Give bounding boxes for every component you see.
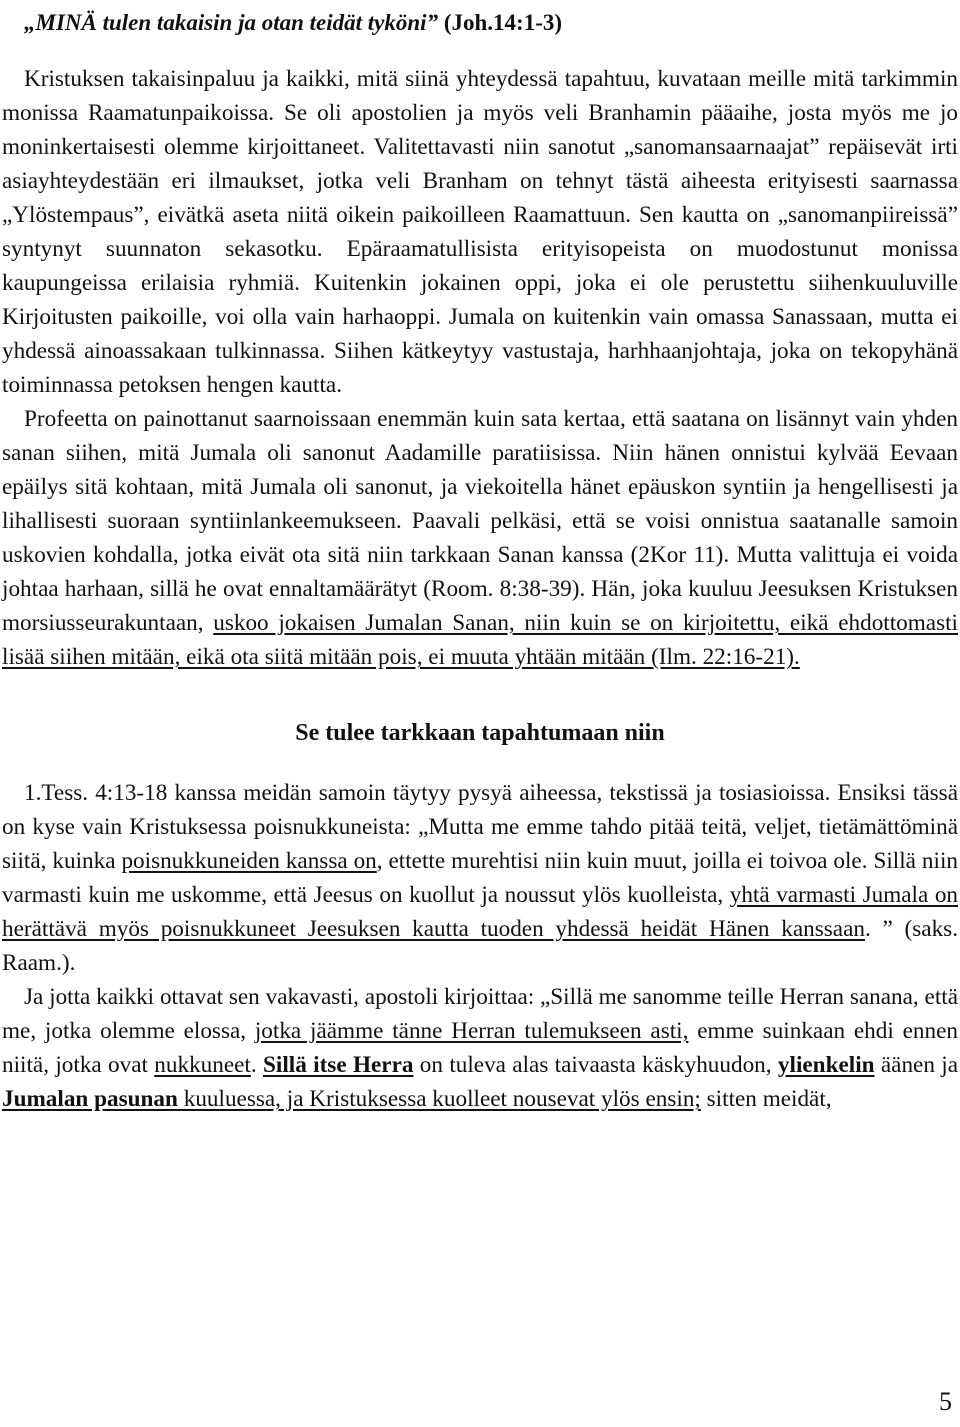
paragraph-tess bbox=[2, 776, 958, 980]
apostle-text-a: Ja jotta kaikki ottavat sen vakavasti, apostoli kirjoittaa: „Sillä me sanomme teille Herran sanana, että me, jotka olemme elossa, bbox=[2, 984, 958, 1044]
apostle-text-i: äänen ja bbox=[874, 1052, 958, 1078]
title-quote: „MINÄ tulen takaisin ja otan teidät tyköni” bbox=[24, 10, 439, 35]
tess-text-e: . ” (saks. Raam.). bbox=[2, 916, 958, 976]
tess-underline-b: poisnukkuneiden kanssa on bbox=[121, 848, 377, 874]
section-heading: Se tulee tarkkaan tapahtumaan niin bbox=[295, 720, 665, 746]
paragraph-apostle bbox=[2, 980, 958, 1116]
apostle-bold-j: Jumalan pasunan bbox=[2, 1086, 178, 1112]
apostle-text-c: emme suinkaan ehdi ennen niitä, jotka ovat bbox=[2, 1018, 958, 1078]
document-page bbox=[2, 0, 958, 1116]
apostle-bold-h: ylienkelin bbox=[777, 1052, 875, 1078]
apostle-underline-k: kuuluessa, ja Kristuksessa kuolleet nousevat ylös ensin; bbox=[177, 1086, 701, 1112]
document-title bbox=[2, 8, 958, 38]
paragraph-prophet-underlined: uskoo jokaisen Jumalan Sanan, niin kuin se on kirjoitettu, eikä ehdottomasti lisää siihen mitään, eikä ota siitä mitään pois, ei muuta yhtään mitään (Ilm. 22:16-21). bbox=[2, 610, 958, 670]
title-reference: (Joh.14:1-3) bbox=[443, 10, 563, 35]
apostle-text-e: . bbox=[250, 1052, 263, 1078]
tess-text-c: , ettette murehtisi niin kuin muut, joilla ei toivoa ole. Sillä niin varmasti kuin me uskomme, että Jeesus on kuollut ja noussut ylös kuolleista, bbox=[2, 848, 958, 908]
apostle-text-l: sitten meidät, bbox=[700, 1086, 832, 1112]
paragraph-prophet bbox=[2, 402, 958, 674]
apostle-underline-b: jotka jäämme tänne Herran tulemukseen asti, bbox=[254, 1018, 689, 1044]
page-number: 5 bbox=[939, 1387, 952, 1416]
apostle-text-g: on tuleva alas taivaasta käskyhuudon, bbox=[413, 1052, 778, 1078]
tess-text-a: 1.Tess. 4:13-18 kanssa meidän samoin täytyy pysyä aiheessa, tekstissä ja tosiasioissa. Ensiksi tässä on kyse vain Kristuksessa poisnukkuneista: „Mutta me emme tahdo pitää teitä, veljet, tietämättöminä siitä, kuinka bbox=[2, 780, 958, 874]
tess-underline-d: yhtä varmasti Jumala on herättävä myös poisnukkuneet Jeesuksen kautta tuoden yhdessä heidät Hänen kanssaan bbox=[2, 882, 959, 942]
apostle-underline-d: nukkuneet bbox=[154, 1052, 251, 1078]
apostle-bold-f: Sillä itse Herra bbox=[263, 1052, 414, 1078]
paragraph-prophet-text: Profeetta on painottanut saarnoissaan enemmän kuin sata kertaa, että saatana on lisännyt vain yhden sanan siihen, mitä Jumala oli sanonut Aadamille paratiisissa. Niin hänen onnistui kylvää Eevaan epäilys sitä kohtaan, mitä Jumala oli sanonut, ja viekoitella hänet epäuskon syntiin ja hengellisesti ja lihallisesti suoraan syntiinlankeemukseen. Paavali pelkäsi, että se voisi onnistua saatanalle samoin uskovien kohdalla, jotka eivät ota sitä niin tarkkaan Sanan kanssa (2Kor 11). Mutta valittuja ei voida johtaa harhaan, sillä he ovat ennaltamäärätyt (Room. 8:38-39). Hän, joka kuuluu Jeesuksen Kristuksen morsiusseurakuntaan, bbox=[2, 406, 958, 636]
paragraph-intro: Kristuksen takaisinpaluu ja kaikki, mitä siinä yhteydessä tapahtuu, kuvataan meille mitä tarkimmin monissa Raamatunpaikoissa. Se oli apostolien ja myös veli Branhamin pääaihe, josta myös me jo moninkertaisesti olemme kirjoittaneet. Valitettavasti niin sanotut „sanomansaarnaajat” repäisevät irti asiayhteydestään eri ilmaukset, jotka veli Branham on tehnyt tästä aiheesta erityisesti saarnassa „Ylöstempaus”, eivätkä aseta niitä oikein paikoilleen Raamattuun. Sen kautta on „sanomanpiireissä” syntynyt suunnaton sekasotku. Epäraamatullisista erityisopeista on muodostunut monissa kaupungeissa erilaisia ryhmiä. Kuitenkin jokainen oppi, joka ei ole perustettu siihenkuuluville Kirjoitusten paikoille, voi olla vain harhaoppi. Jumala on kuitenkin vain omassa Sanassaan, mutta ei yhdessä ainoassakaan tulkinnassa. Siihen kätkeytyy vastustaja, harhhaanjohtaja, joka on tekopyhänä toiminnassa petoksen hengen kautta. bbox=[2, 66, 958, 398]
